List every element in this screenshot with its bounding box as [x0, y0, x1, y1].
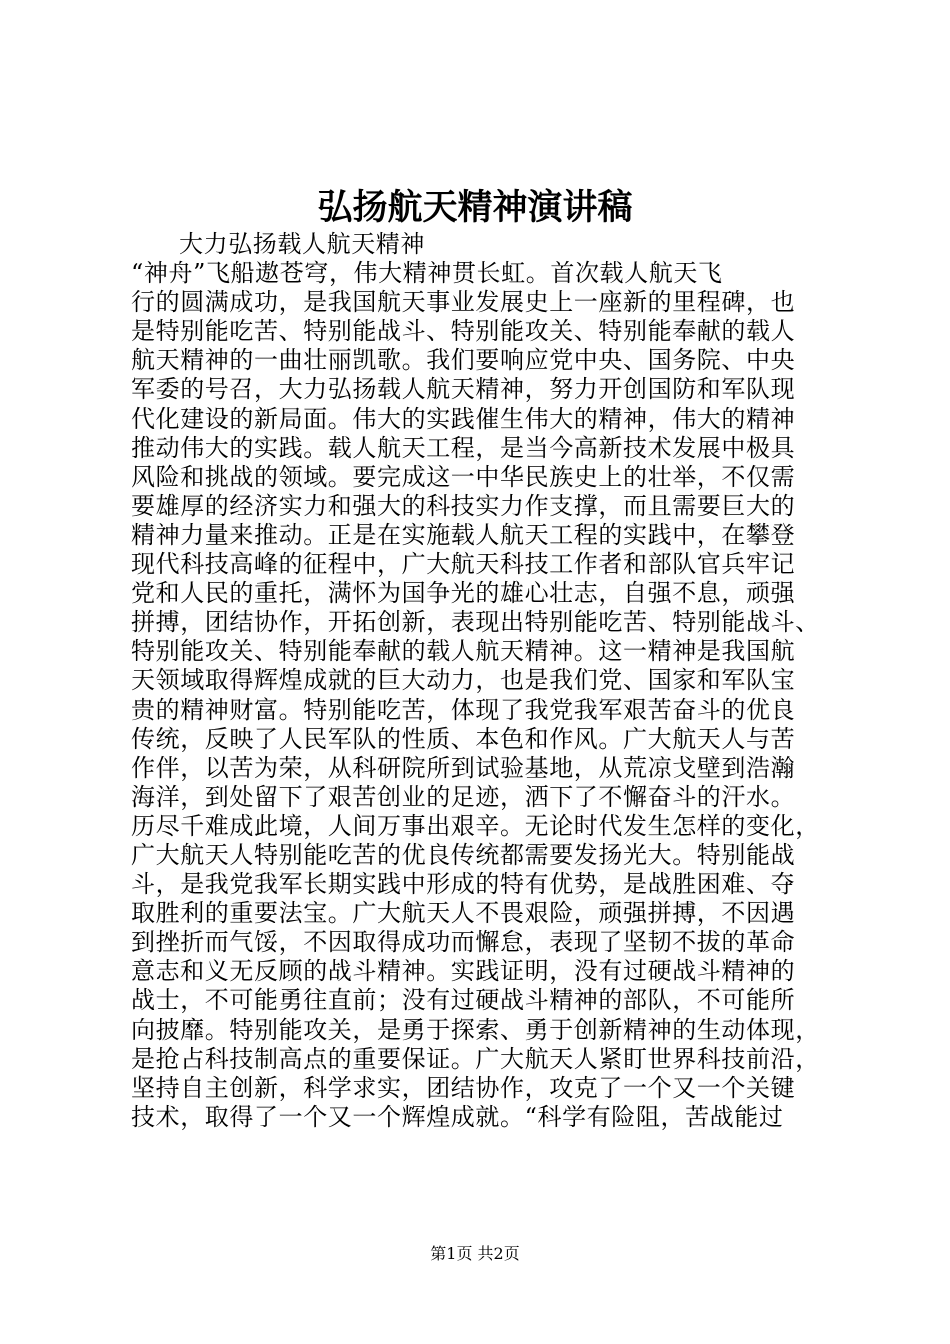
section-heading: 大力弘扬载人航天精神 [179, 230, 425, 258]
paragraph-line: 推动伟大的实践。载人航天工程，是当今高新技术发展中极具 [131, 433, 796, 462]
paragraph-line: 斗，是我党我军长期实践中形成的特有优势，是战胜困难、夺 [131, 870, 796, 899]
paragraph-line: 风险和挑战的领域。要完成这一中华民族史上的壮举，不仅需 [131, 462, 796, 491]
paragraph-line: 贵的精神财富。特别能吃苦，体现了我党我军艰苦奋斗的优良 [131, 695, 796, 724]
paragraph-line: 军委的号召，大力弘扬载人航天精神，努力开创国防和军队现 [131, 375, 796, 404]
paragraph-line: 行的圆满成功，是我国航天事业发展史上一座新的里程碑，也 [131, 288, 796, 317]
paragraph-line: 到挫折而气馁，不因取得成功而懈怠，表现了坚韧不拔的革命 [131, 928, 796, 957]
paragraph-line: 意志和义无反顾的战斗精神。实践证明，没有过硬战斗精神的 [131, 957, 796, 986]
paragraph-line: 是特别能吃苦、特别能战斗、特别能攻关、特别能奉献的载人 [131, 317, 796, 346]
paragraph-line: 海洋，到处留下了艰苦创业的足迹，洒下了不懈奋斗的汗水。 [131, 782, 796, 811]
paragraph-line: 战士，不可能勇往直前；没有过硬战斗精神的部队，不可能所 [131, 986, 796, 1015]
paragraph-line: 传统，反映了人民军队的性质、本色和作风。广大航天人与苦 [131, 724, 796, 753]
paragraph-line: 坚持自主创新，科学求实，团结协作，攻克了一个又一个关键 [131, 1073, 796, 1102]
paragraph-line: 特别能攻关、特别能奉献的载人航天精神。这一精神是我国航 [131, 637, 796, 666]
paragraph-line: 历尽千难成此境，人间万事出艰辛。无论时代发生怎样的变化， [131, 811, 820, 840]
paragraph-line: 精神力量来推动。正是在实施载人航天工程的实践中，在攀登 [131, 520, 796, 549]
paragraph-line: 向披靡。特别能攻关，是勇于探索、勇于创新精神的生动体现， [131, 1015, 820, 1044]
paragraph-line: 要雄厚的经济实力和强大的科技实力作支撑，而且需要巨大的 [131, 491, 796, 520]
paragraph-line: 航天精神的一曲壮丽凯歌。我们要响应党中央、国务院、中央 [131, 346, 796, 375]
paragraph-line: 技术，取得了一个又一个辉煌成就。“科学有险阻，苦战能过 [131, 1102, 784, 1131]
paragraph-line: “神舟”飞船遨苍穹，伟大精神贯长虹。首次载人航天飞 [131, 259, 723, 288]
paragraph-line: 党和人民的重托，满怀为国争光的雄心壮志，自强不息，顽强 [131, 579, 796, 608]
page-number: 第1页 共2页 [430, 1244, 520, 1263]
page-title: 弘扬航天精神演讲稿 [317, 187, 633, 228]
paragraph-line: 是抢占科技制高点的重要保证。广大航天人紧盯世界科技前沿， [131, 1044, 820, 1073]
paragraph-line: 拼搏，团结协作，开拓创新，表现出特别能吃苦、特别能战斗、 [131, 608, 820, 637]
paragraph-line: 广大航天人特别能吃苦的优良传统都需要发扬光大。特别能战 [131, 840, 796, 869]
paragraph [131, 259, 831, 1132]
paragraph-line: 作伴，以苦为荣，从科研院所到试验基地，从荒凉戈壁到浩瀚 [131, 753, 796, 782]
paragraph-line: 现代科技高峰的征程中，广大航天科技工作者和部队官兵牢记 [131, 550, 796, 579]
paragraph-line: 天领域取得辉煌成就的巨大动力，也是我们党、国家和军队宝 [131, 666, 796, 695]
paragraph-line: 取胜利的重要法宝。广大航天人不畏艰险，顽强拼搏，不因遇 [131, 899, 796, 928]
document-body [131, 230, 831, 1132]
paragraph-line: 代化建设的新局面。伟大的实践催生伟大的精神，伟大的精神 [131, 404, 796, 433]
